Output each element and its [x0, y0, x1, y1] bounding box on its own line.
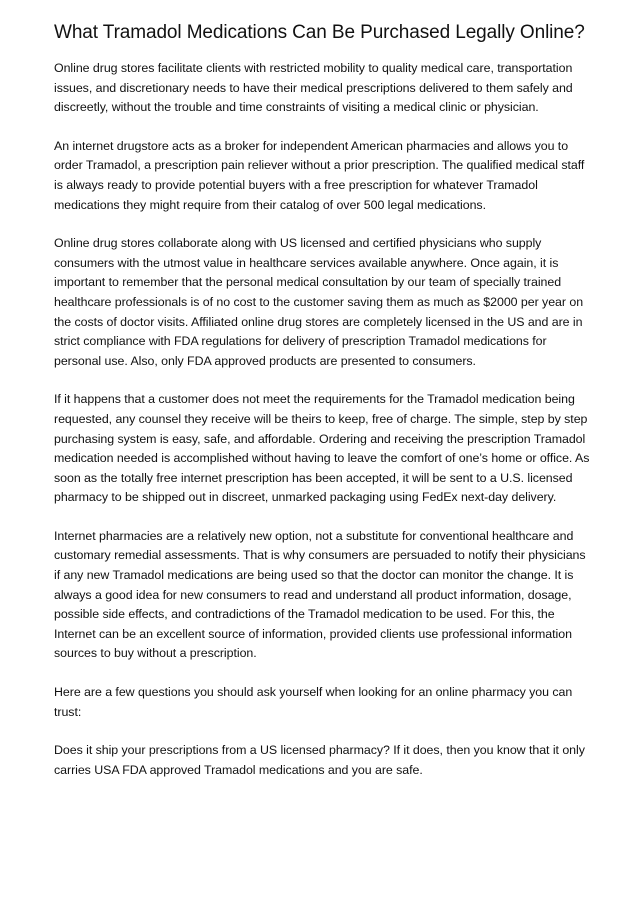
paragraph-questions-intro: Here are a few questions you should ask yourself when looking for an online pharmacy you can trust: [54, 685, 573, 719]
document-page [54, 22, 590, 799]
document-title: What Tramadol Medications Can Be Purchased Legally Online? [54, 22, 585, 43]
paragraph-requirements: If it happens that a customer does not meet the requirements for the Tramadol medication being requested, any counsel they receive will be theirs to keep, free of charge. The simple, step by step purchasing system is easy, safe, and affordable. Ordering and receiving the prescription Tramadol medication needed is accomplished without having to leave the comfort of one’s home or office. As soon as the totally free internet prescription has been accepted, it will be sent to a U.S. licensed pharmacy to be shipped out in discreet, unmarked packaging using FedEx next-day delivery. [54, 392, 590, 505]
paragraph-online-drug-stores: Online drug stores facilitate clients with restricted mobility to quality medical care, transportation issues, and discretionary needs to have their medical prescriptions delivered to them safely and discreetly, without the trouble and time constraints of visiting a medical clinic or physician. [54, 61, 573, 115]
paragraph-us-licensed-question: Does it ship your prescriptions from a US licensed pharmacy? If it does, then you know that it only carries USA FDA approved Tramadol medications and you are safe. [54, 743, 585, 777]
paragraph-internet-pharmacies: Internet pharmacies are a relatively new option, not a substitute for conventional healthcare and customary remedial assessments. That is why consumers are persuaded to notify their physicians if any new Tramadol medications are being used so that the doctor can monitor the change. It is always a good idea for new consumers to read and understand all product information, dosage, possible side effects, and contradictions of the Tramadol medication to be used. For this, the Internet can be an excellent source of information, provided clients use professional information sources to buy without a prescription. [54, 528, 586, 661]
paragraph-licensed-physicians: Online drug stores collaborate along with US licensed and certified physicians who supply consumers with the utmost value in healthcare services available anywhere. Once again, it is important to remember that the personal medical consultation by our team of specially trained healthcare professionals is of no cost to the customer saving them as much as $2000 per year on the costs of doctor visits. Affiliated online drug stores are completely licensed in the US and are in strict compliance with FDA regulations for delivery of prescription Tramadol medications for personal use. Also, only FDA approved products are presented to consumers. [54, 236, 584, 368]
paragraph-internet-drugstore: An internet drugstore acts as a broker for independent American pharmacies and allows you to order Tramadol, a prescription pain reliever without a prior prescription. The qualified medical staff is always ready to provide potential buyers with a free prescription for whatever Tramadol medications they might require from their catalog of over 500 legal medications. [54, 138, 585, 212]
